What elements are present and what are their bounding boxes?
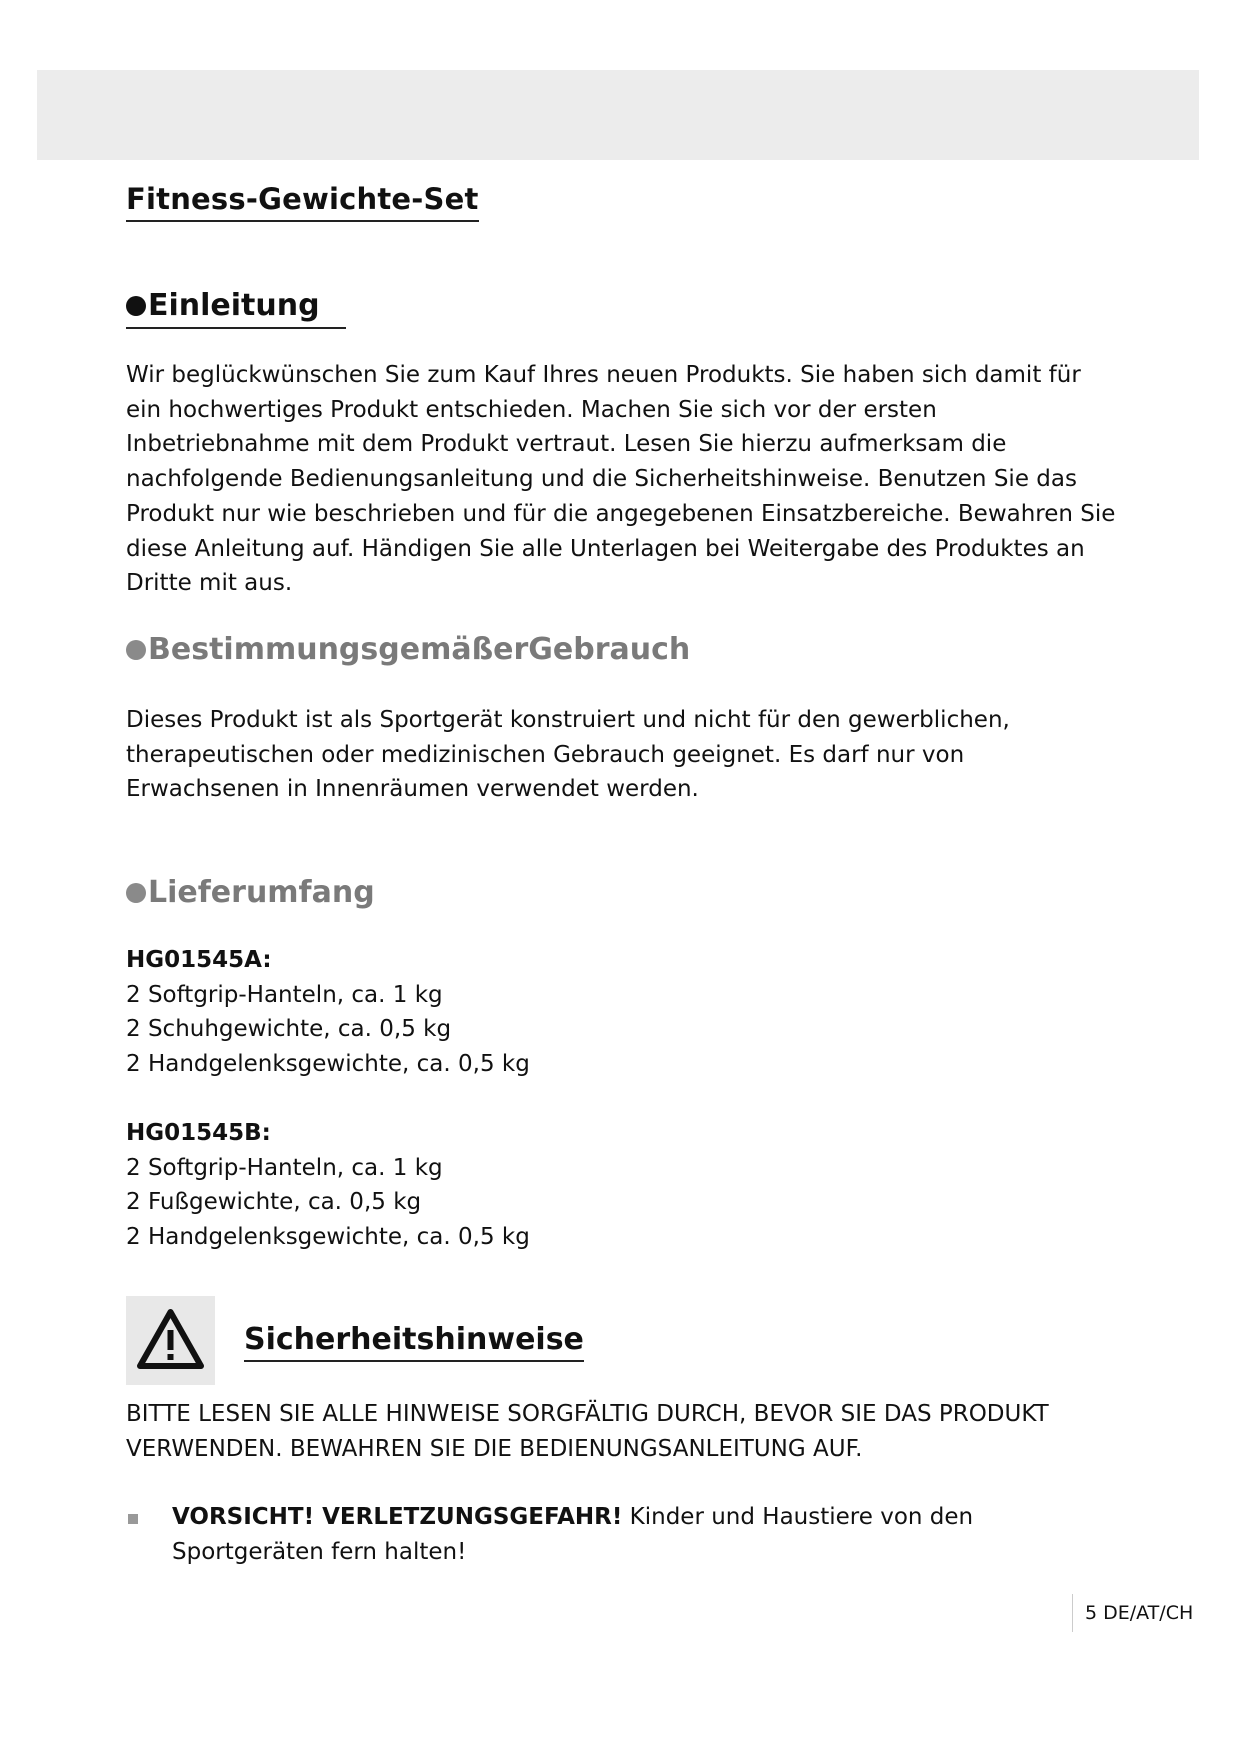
model-code: HG01545B: (126, 1120, 271, 1146)
section-heading-einleitung (126, 288, 346, 329)
list-item: 2 Softgrip-Hanteln, ca. 1 kg (126, 981, 443, 1008)
bullet-icon (126, 296, 146, 316)
page-number: 5 DE/AT/CH (1085, 1602, 1194, 1624)
safety-list-item (126, 1500, 1116, 1569)
list-item: 2 Schuhgewichte, ca. 0,5 kg (126, 1016, 452, 1043)
model-list-a (126, 943, 530, 1082)
section-heading-text: Einleitung (148, 288, 320, 323)
model-code: HG01545A: (126, 947, 272, 973)
model-list-b (126, 1116, 530, 1255)
section-heading-text: Lieferumfang (148, 875, 375, 910)
section-heading-text: BestimmungsgemäßerGebrauch (148, 632, 691, 667)
list-item: 2 Softgrip-Hanteln, ca. 1 kg (126, 1154, 443, 1181)
bullet-icon (126, 640, 146, 660)
square-bullet-icon (128, 1514, 138, 1524)
footer-divider (1072, 1594, 1073, 1632)
warning-text: Kinder und Haustiere von den Sportgeräten fern halten! (172, 1504, 974, 1565)
section-heading-sicherheit: Sicherheitshinweise (244, 1322, 584, 1362)
list-item: 2 Handgelenksgewichte, ca. 0,5 kg (126, 1051, 530, 1078)
page-footer (1072, 1593, 1193, 1633)
list-item: 2 Fußgewichte, ca. 0,5 kg (126, 1189, 422, 1216)
bullet-icon (126, 883, 146, 903)
warning-label: VORSICHT! VERLETZUNGSGEFAHR! (172, 1504, 623, 1530)
gebrauch-paragraph: Dieses Produkt ist als Sportgerät konstruiert und nicht für den gewerblichen, therapeutischen oder medizinischen Gebrauch geeignet. Es darf nur von Erwachsenen in Innenräumen verwendet werden. (126, 707, 1010, 803)
section-heading-lieferumfang (126, 875, 375, 910)
header-band (37, 70, 1199, 160)
document-title: Fitness-Gewichte-Set (126, 182, 479, 222)
einleitung-paragraph: Wir beglückwünschen Sie zum Kauf Ihres neuen Produkts. Sie haben sich damit für ein hochwertiges Produkt entschieden. Machen Sie sich vor der ersten Inbetriebnahme mit dem Produkt vertraut. Lesen Sie hierzu aufmerksam die nachfolgende Bedienungsanleitung und die Sicherheitshinweise. Benutzen Sie das Produkt nur wie beschrieben und für die angegebenen Einsatzbereiche. Bewahren Sie diese Anleitung auf. Händigen Sie alle Unterlagen bei Weitergabe des Produktes an Dritte mit aus. (126, 362, 1116, 597)
warning-triangle-icon (136, 1308, 205, 1370)
list-item: 2 Handgelenksgewichte, ca. 0,5 kg (126, 1224, 530, 1251)
warning-icon-box (126, 1296, 215, 1385)
safety-caps-notice: BITTE LESEN SIE ALLE HINWEISE SORGFÄLTIG DURCH, BEVOR SIE DAS PRODUKT VERWENDEN. BEWAHREN SIE DIE BEDIENUNGSANLEITUNG AUF. (126, 1401, 1049, 1462)
section-heading-gebrauch (126, 632, 690, 667)
